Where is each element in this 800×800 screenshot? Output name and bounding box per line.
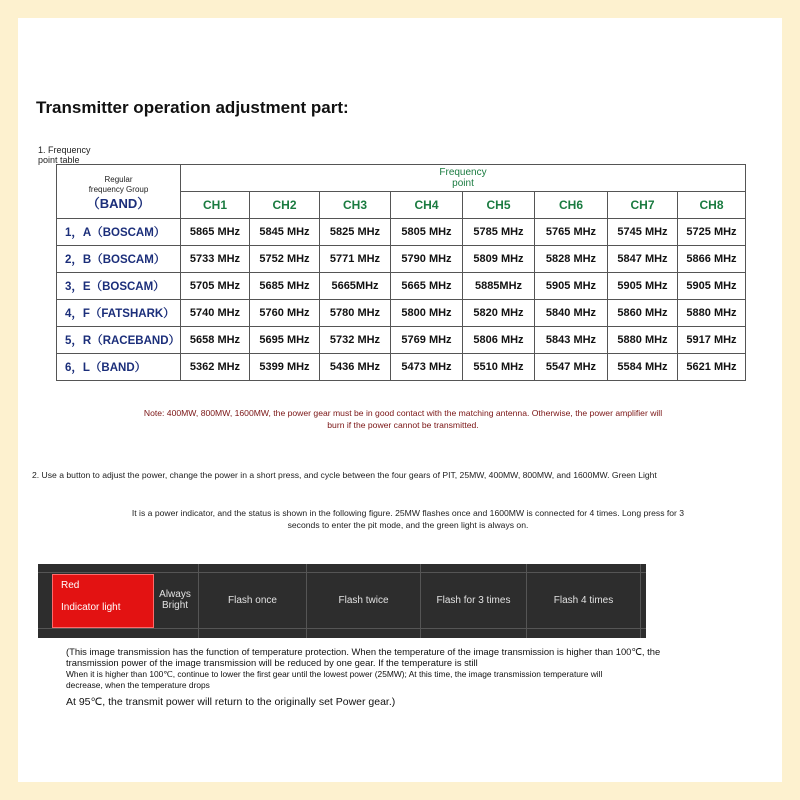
- table-row: [57, 219, 746, 246]
- frequency-cell: 5752 MHz: [250, 246, 320, 273]
- frequency-cell: 5865 MHz: [181, 219, 250, 246]
- frequency-cell: 5805 MHz: [391, 219, 463, 246]
- group-header-line-1: Regular: [104, 174, 133, 184]
- channel-header: CH6: [535, 192, 608, 219]
- frequency-cell: 5584 MHz: [608, 354, 678, 381]
- strip-divider: [38, 628, 646, 629]
- frequency-cell: 5732 MHz: [320, 327, 391, 354]
- temperature-line-2: transmission power of the image transmission will be reduced by one gear. If the temperature is still: [66, 657, 478, 668]
- frequency-header-line-2: point: [452, 178, 474, 189]
- channel-header: CH2: [250, 192, 320, 219]
- frequency-cell: 5436 MHz: [320, 354, 391, 381]
- frequency-cell: 5847 MHz: [608, 246, 678, 273]
- frequency-cell: 5800 MHz: [391, 300, 463, 327]
- frequency-cell: 5665MHz: [320, 273, 391, 300]
- frequency-cell: 5905 MHz: [678, 273, 746, 300]
- band-label: 6，L（BAND）: [57, 354, 181, 381]
- flash-once-cell: Flash once: [228, 594, 277, 606]
- group-header-line-2: frequency Group: [88, 184, 149, 194]
- frequency-cell: 5785 MHz: [463, 219, 535, 246]
- always-bright-cell: [152, 574, 198, 626]
- frequency-cell: 5725 MHz: [678, 219, 746, 246]
- channel-header: CH4: [391, 192, 463, 219]
- frequency-cell: 5780 MHz: [320, 300, 391, 327]
- section-3-text: [58, 507, 758, 531]
- frequency-cell: 5771 MHz: [320, 246, 391, 273]
- red-indicator-line-1: Red: [61, 580, 80, 591]
- section-1-line-1: 1. Frequency: [38, 145, 91, 155]
- frequency-table: [56, 164, 746, 381]
- frequency-cell: 5695 MHz: [250, 327, 320, 354]
- channel-header: CH8: [678, 192, 746, 219]
- frequency-cell: 5510 MHz: [463, 354, 535, 381]
- band-label: 3，E（BOSCAM）: [57, 273, 181, 300]
- frequency-cell: 5765 MHz: [535, 219, 608, 246]
- note-line-2: burn if the power cannot be transmitted.: [327, 420, 479, 430]
- section-1-heading: [38, 145, 128, 165]
- temperature-line-1: (This image transmission has the function of temperature protection. When the temperature of the image transmission is higher than 100℃, the: [66, 646, 661, 657]
- red-indicator-light: [52, 574, 154, 628]
- frequency-cell: 5658 MHz: [181, 327, 250, 354]
- table-row: [57, 273, 746, 300]
- red-indicator-line-2: Indicator light: [61, 602, 121, 613]
- always-bright-line-2: Bright: [161, 600, 189, 611]
- frequency-cell: 5362 MHz: [181, 354, 250, 381]
- temperature-protection-text: [66, 646, 786, 708]
- flash-three-times-cell: Flash for 3 times: [436, 594, 511, 606]
- indicator-status-strip: [38, 564, 646, 638]
- strip-divider: [38, 572, 646, 573]
- frequency-cell: 5705 MHz: [181, 273, 250, 300]
- band-label: 5，R（RACEBAND）: [57, 327, 181, 354]
- frequency-cell: 5733 MHz: [181, 246, 250, 273]
- channel-header: CH7: [608, 192, 678, 219]
- frequency-cell: 5880 MHz: [678, 300, 746, 327]
- frequency-cell: 5905 MHz: [535, 273, 608, 300]
- frequency-cell: 5740 MHz: [181, 300, 250, 327]
- page-title: Transmitter operation adjustment part:: [36, 98, 349, 117]
- always-bright-line-1: Always: [159, 589, 191, 600]
- frequency-header-line-1: Frequency: [439, 167, 487, 178]
- frequency-cell: 5905 MHz: [608, 273, 678, 300]
- channel-header: CH1: [181, 192, 250, 219]
- frequency-cell: 5860 MHz: [608, 300, 678, 327]
- frequency-cell: 5760 MHz: [250, 300, 320, 327]
- flash-twice-cell: Flash twice: [338, 594, 389, 606]
- strip-divider: [640, 564, 641, 638]
- frequency-cell: 5745 MHz: [608, 219, 678, 246]
- frequency-cell: 5917 MHz: [678, 327, 746, 354]
- frequency-cell: 5845 MHz: [250, 219, 320, 246]
- frequency-cell: 5885MHz: [463, 273, 535, 300]
- section-3-line-1: It is a power indicator, and the status is shown in the following figure. 25MW flashes once and 1600MW is connected for 4 times. Long press for 3: [131, 508, 685, 518]
- temperature-line-4: decrease, when the temperature drops: [66, 680, 210, 690]
- section-2-text: 2. Use a button to adjust the power, change the power in a short press, and cycle between the four gears of PIT, 25MW, 400MW, 800MW, and 1600MW. Green Light: [32, 470, 657, 480]
- band-header: （BAND）: [86, 195, 151, 211]
- frequency-point-header: [181, 165, 746, 192]
- frequency-cell: 5547 MHz: [535, 354, 608, 381]
- note-line-1: Note: 400MW, 800MW, 1600MW, the power gear must be in good contact with the matching antenna. Otherwise, the power amplifier will: [143, 408, 663, 418]
- frequency-cell: 5825 MHz: [320, 219, 391, 246]
- band-label: 2，B（BOSCAM）: [57, 246, 181, 273]
- section-3-line-2: seconds to enter the pit mode, and the green light is always on.: [287, 520, 529, 530]
- temperature-line-3: When it is higher than 100℃, continue to lower the first gear until the lowest power (25MW); At this time, the image transmission temperature will: [66, 669, 603, 679]
- frequency-cell: 5685 MHz: [250, 273, 320, 300]
- antenna-warning-note: [38, 407, 768, 431]
- temperature-line-5: At 95℃, the transmit power will return to the originally set Power gear.): [66, 696, 396, 708]
- document-page: [18, 18, 782, 782]
- band-label: 4，F（FATSHARK）: [57, 300, 181, 327]
- group-header: [57, 165, 181, 219]
- channel-header: CH3: [320, 192, 391, 219]
- frequency-cell: 5621 MHz: [678, 354, 746, 381]
- frequency-cell: 5665 MHz: [391, 273, 463, 300]
- table-row: [57, 246, 746, 273]
- frequency-cell: 5880 MHz: [608, 327, 678, 354]
- frequency-cell: 5820 MHz: [463, 300, 535, 327]
- frequency-cell: 5769 MHz: [391, 327, 463, 354]
- frequency-cell: 5399 MHz: [250, 354, 320, 381]
- band-label: 1，A（BOSCAM）: [57, 219, 181, 246]
- channel-header: CH5: [463, 192, 535, 219]
- frequency-cell: 5866 MHz: [678, 246, 746, 273]
- frequency-cell: 5473 MHz: [391, 354, 463, 381]
- table-row: [57, 300, 746, 327]
- frequency-cell: 5790 MHz: [391, 246, 463, 273]
- flash-four-times-cell: Flash 4 times: [553, 594, 614, 606]
- table-row: [57, 354, 746, 381]
- section-1-line-2: point table: [38, 155, 80, 165]
- frequency-cell: 5828 MHz: [535, 246, 608, 273]
- table-row: [57, 327, 746, 354]
- frequency-cell: 5806 MHz: [463, 327, 535, 354]
- frequency-cell: 5809 MHz: [463, 246, 535, 273]
- frequency-cell: 5843 MHz: [535, 327, 608, 354]
- frequency-cell: 5840 MHz: [535, 300, 608, 327]
